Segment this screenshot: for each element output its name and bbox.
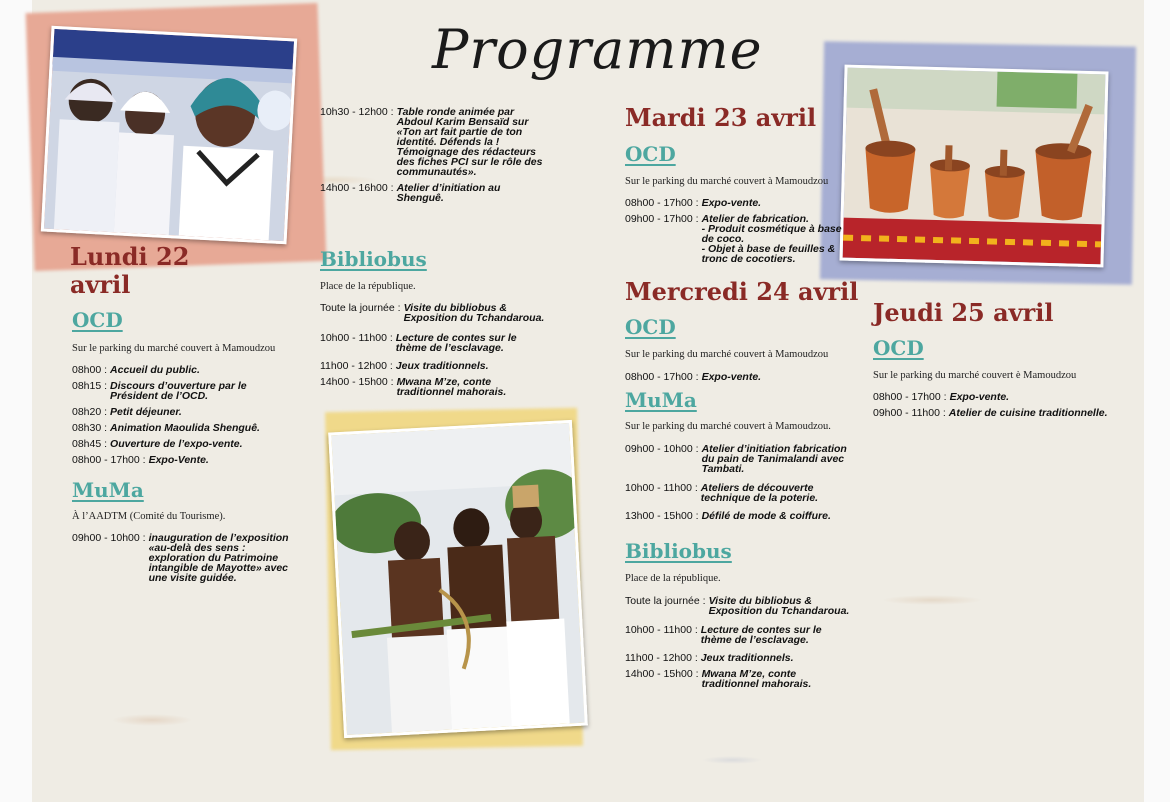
schedule-item: 11h00 - 12h00 : Jeux traditionnels. (320, 360, 489, 372)
day-heading-lundi: Lundi 22 avril (70, 242, 190, 299)
schedule-lundi-afternoon (320, 107, 545, 209)
page-title: Programme (432, 18, 763, 81)
place-ocd-lundi: Sur le parking du marché couvert à Mamoudzou (72, 343, 276, 354)
schedule-item: 08h30 : Animation Maoulida Shenguê. (72, 422, 260, 434)
venue-ocd-lundi: OCD (72, 308, 123, 332)
schedule-item: 10h00 - 11h00 : Lecture de contes sur le thème de l’esclavage. (320, 332, 517, 354)
venue-ocd-mercredi: OCD (625, 315, 676, 339)
schedule-item: 08h00 : Accueil du public. (72, 364, 200, 376)
venue-bibliobus-lundi: Bibliobus (320, 247, 427, 271)
place-bibliobus-mercredi: Place de la république. (625, 573, 721, 584)
schedule-muma-lundi (72, 533, 297, 589)
schedule-item: 10h00 - 11h00 : Lecture de contes sur le thème de l’esclavage. (625, 624, 822, 646)
schedule-item: 14h00 - 15h00 : Mwana M’ze, conte traditionnel mahorais. (320, 376, 507, 398)
schedule-bibliobus-lundi (320, 303, 545, 403)
schedule-item: 08h45 : Ouverture de l’expo-vente. (72, 438, 243, 450)
place-ocd-mercredi: Sur le parking du marché couvert à Mamoudzou (625, 349, 829, 360)
place-bibliobus-lundi: Place de la république. (320, 281, 416, 292)
photo-women-dancers (41, 26, 297, 245)
place-muma-lundi: À l’AADTM (Comité du Tourisme). (72, 511, 226, 522)
schedule-item: Toute la journée : Visite du bibliobus & Exposition du Tchandaroua. (625, 595, 850, 617)
schedule-item: 10h00 - 11h00 : Ateliers de découverte technique de la poterie. (625, 482, 819, 504)
place-muma-mercredi: Sur le parking du marché couvert à Mamoudzou. (625, 421, 831, 432)
schedule-item: 09h00 - 17h00 : Atelier de fabrication. - Produit cosmétique à base de coco. - Objet à base de feuilles & tronc de cocotiers. (625, 213, 842, 265)
schedule-item: 08h00 - 17h00 : Expo-vente. (625, 197, 762, 209)
schedule-item: Toute la journée : Visite du bibliobus & Exposition du Tchandaroua. (320, 302, 545, 324)
schedule-item: 09h00 - 11h00 : Atelier de cuisine traditionnelle. (873, 407, 1108, 419)
schedule-muma-mercredi (625, 444, 855, 527)
schedule-item: 08h00 - 17h00 : Expo-vente. (873, 391, 1010, 403)
schedule-item: 08h20 : Petit déjeuner. (72, 406, 182, 418)
schedule-item: 14h00 - 16h00 : Atelier d’initiation au Shenguê. (320, 182, 501, 204)
schedule-item: 08h00 - 17h00 : Expo-vente. (625, 371, 762, 383)
venue-ocd-jeudi: OCD (873, 336, 924, 360)
schedule-item: 11h00 - 12h00 : Jeux traditionnels. (625, 652, 794, 664)
schedule-ocd-mercredi (625, 372, 850, 388)
schedule-ocd-jeudi (873, 392, 1108, 424)
venue-muma-mercredi: MuMa (625, 388, 697, 412)
day-heading-mardi: Mardi 23 avril (625, 103, 817, 132)
schedule-item: 09h00 - 10h00 : Atelier d’initiation fabrication du pain de Tanimalandi avec Tambati. (625, 443, 847, 475)
day-heading-mercredi: Mercredi 24 avril (625, 277, 859, 306)
schedule-ocd-lundi (72, 365, 282, 471)
page-margin-right (1143, 0, 1170, 802)
place-ocd-jeudi: Sur le parking du marché couvert è Mamoudzou (873, 370, 1077, 381)
page-margin-left (0, 0, 33, 802)
schedule-bibliobus-mercredi (625, 596, 855, 695)
schedule-item: 10h30 - 12h00 : Table ronde animée par Abdoul Karim Bensaïd sur «Ton art fait partie de ton identité. Défends la ! Témoignage des rédacteurs des fiches PCI sur le rôle des communautés». (320, 106, 543, 178)
photo-wooden-mortars (839, 65, 1108, 268)
schedule-item: 09h00 - 10h00 : inauguration de l’exposition «au-delà des sens : exploration du Patrimoine intangible de Mayotte» avec une visite guidée. (72, 532, 289, 584)
venue-ocd-mardi: OCD (625, 142, 676, 166)
day-heading-jeudi: Jeudi 25 avril (873, 298, 1054, 327)
place-ocd-mardi: Sur le parking du marché couvert à Mamoudzou (625, 176, 829, 187)
schedule-item: 14h00 - 15h00 : Mwana M’ze, conte traditionnel mahorais. (625, 668, 812, 690)
schedule-ocd-mardi (625, 198, 850, 270)
venue-muma-lundi: MuMa (72, 478, 144, 502)
schedule-item: 08h15 : Discours d’ouverture par le Président de l’OCD. (72, 380, 247, 402)
schedule-item: 08h00 - 17h00 : Expo-Vente. (72, 454, 209, 466)
photo-men-procession (328, 420, 588, 738)
schedule-item: 13h00 - 15h00 : Défilé de mode & coiffure. (625, 510, 831, 522)
venue-bibliobus-mercredi: Bibliobus (625, 539, 732, 563)
